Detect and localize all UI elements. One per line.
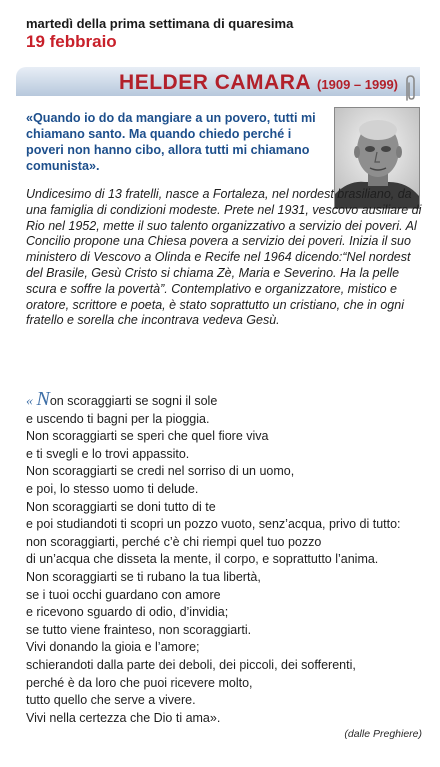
poem-line bbox=[26, 388, 426, 411]
poem-line: e poi studiandoti ti scopri un pozzo vuoto, senz’acqua, privo di tutto: bbox=[26, 517, 401, 532]
poem-line: di un’acqua che disseta la mente, il corpo, e soprattutto l’anima. bbox=[26, 552, 379, 567]
poem-line: se tutto viene frainteso, non scoraggiarti. bbox=[26, 622, 252, 637]
poem-line: Non scoraggiarti se doni tutto di te bbox=[26, 499, 216, 514]
day-heading: martedì della prima settimana di quaresima bbox=[26, 16, 294, 31]
poem-line: Vivi donando la gioia e l’amore; bbox=[26, 640, 200, 655]
poem-line: perché è da loro che puoi ricevere molto, bbox=[26, 675, 253, 690]
date-heading: 19 febbraio bbox=[26, 32, 117, 51]
open-quote-mark: « bbox=[26, 394, 33, 409]
featured-quote: «Quando io do da mangiare a un povero, tutti mi chiamano santo. Ma quando chiedo perché i poveri non hanno cibo, allora tutti mi chiamano comunista». bbox=[26, 111, 316, 173]
person-years: (1909 – 1999) bbox=[317, 77, 398, 92]
drop-cap-letter: N bbox=[36, 388, 50, 410]
name-banner bbox=[16, 67, 420, 96]
poem-line: e uscendo ti bagni per la pioggia. bbox=[26, 411, 210, 426]
poem-line: e poi, lo stesso uomo ti delude. bbox=[26, 481, 199, 496]
poem-line: tutto quello che serve a vivere. bbox=[26, 693, 196, 708]
poem-line: Non scoraggiarti se speri che quel fiore viva bbox=[26, 429, 269, 444]
person-name: HELDER CAMARA bbox=[119, 71, 312, 94]
paperclip-icon bbox=[402, 74, 418, 102]
banner-title bbox=[119, 71, 398, 95]
poem-line: se i tuoi occhi guardano con amore bbox=[26, 587, 221, 602]
poem-line: Non scoraggiarti se ti rubano la tua libertà, bbox=[26, 569, 261, 584]
poem-line: Vivi nella certezza che Dio ti ama». bbox=[26, 710, 221, 725]
poem-line: Non scoraggiarti se credi nel sorriso di un uomo, bbox=[26, 464, 295, 479]
poem-line: e ricevono sguardo di odio, d’invidia; bbox=[26, 605, 229, 620]
poem-line: non scoraggiarti, perché c’è chi riempi quel tuo pozzo bbox=[26, 534, 322, 549]
poem bbox=[26, 388, 426, 727]
poem-line: schierandoti dalla parte dei deboli, dei piccoli, dei sofferenti, bbox=[26, 657, 356, 672]
biography-text: Undicesimo di 13 fratelli, nasce a Fortaleza, nel nordest brasiliano, da una famiglia di condizioni modeste. Prete nel 1931, vescovo ausiliare di Rio nel 1952, mette il suo talento organizzativo a servizio dei poveri. Al Concilio propone una Chiesa povera a servizio dei poveri. Inizia il suo ministero di Vescovo a Olinda e Recife nel 1964 dicendo:“Nel nordest del Brasile, Gesù Cristo si chiama Zè, Maria e Severino. Ha la pelle scura e soffre la povertà”. Contemplativo e organizzatore, mistico e oratore, scrittore e poeta, è stato soprattutto un cristiano, che in ogni fratello e sorella che incontrava vedeva Gesù. bbox=[26, 187, 422, 328]
poem-line: e ti svegli e lo trovi appassito. bbox=[26, 446, 190, 461]
poem-first-line: on scoraggiarti se sogni il sole bbox=[49, 394, 218, 408]
source-citation: (dalle Preghiere) bbox=[344, 728, 422, 740]
biography bbox=[26, 187, 423, 329]
